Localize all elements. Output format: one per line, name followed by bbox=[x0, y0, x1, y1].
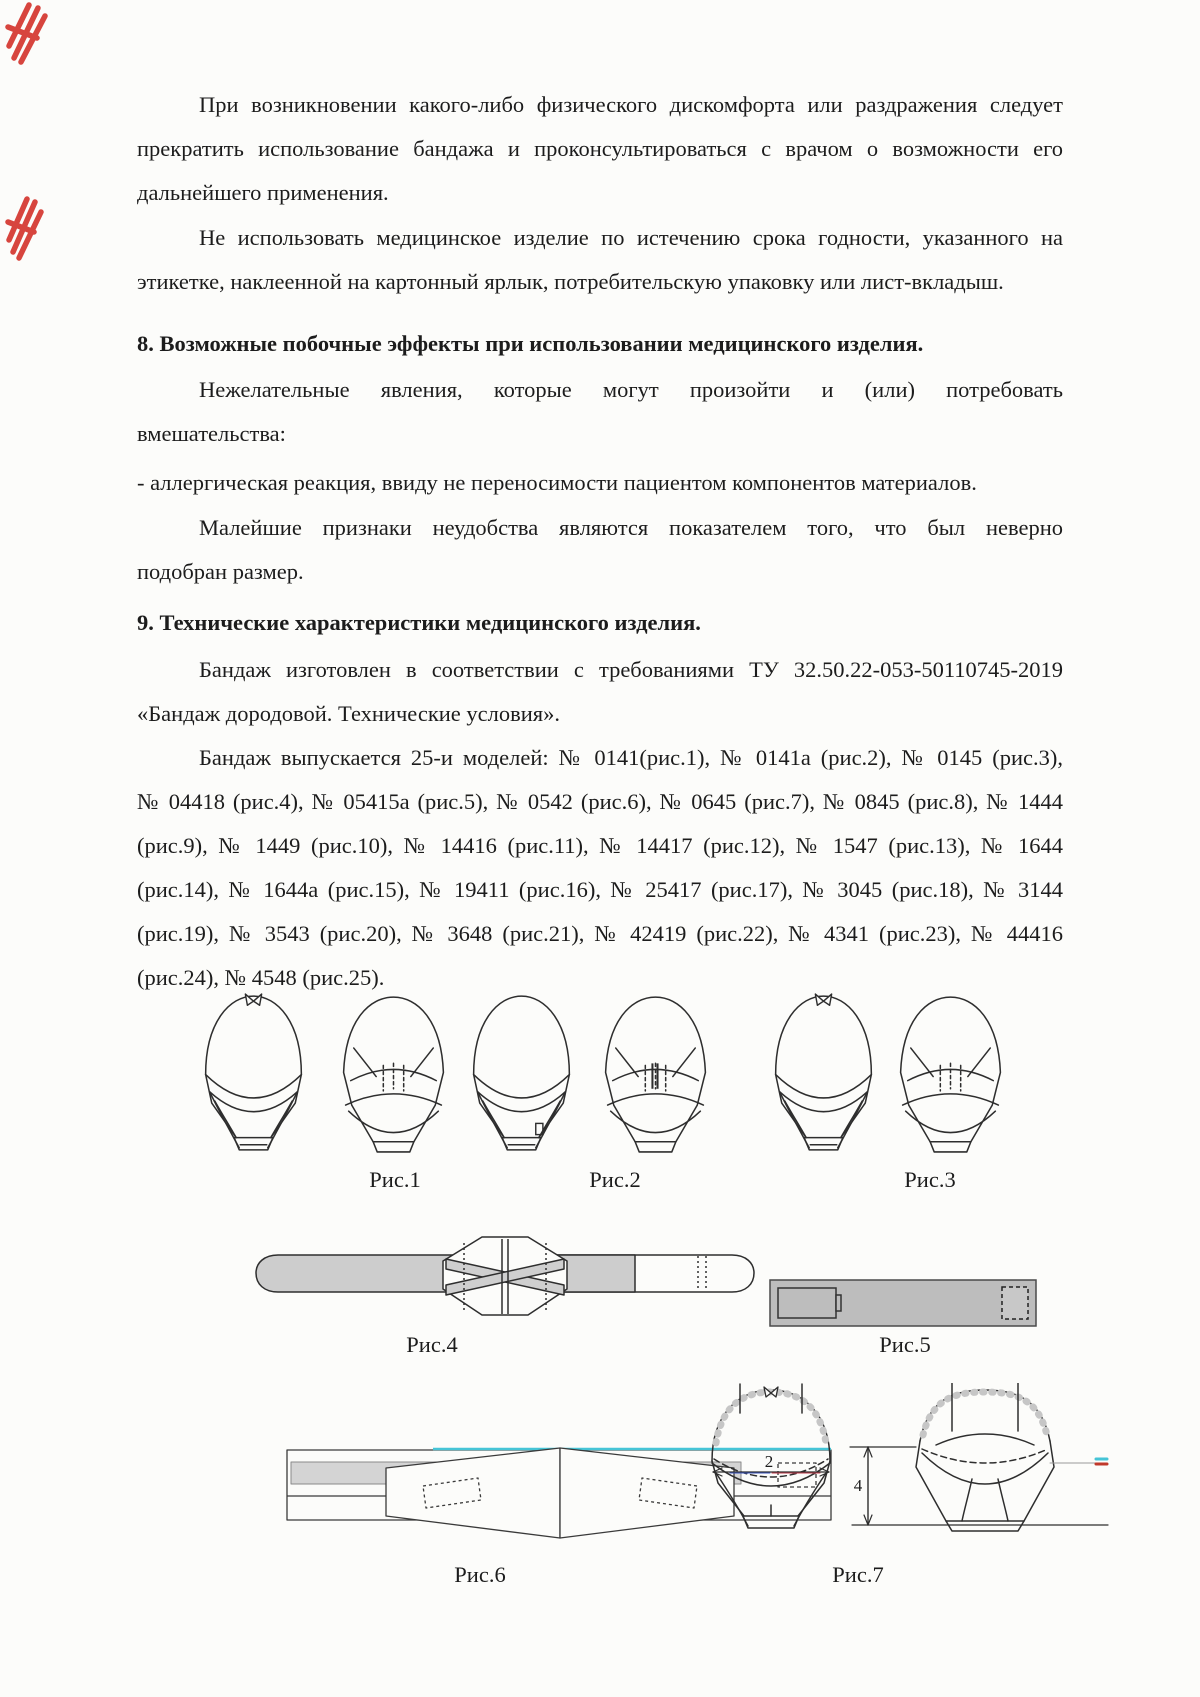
figure-2-back-drawing bbox=[598, 991, 713, 1156]
paragraph-line: дальнейшего применения. bbox=[137, 180, 389, 205]
paragraph-line: (рис.24), № 4548 (рис.25). bbox=[137, 965, 385, 990]
section-9-paragraph-1 bbox=[137, 648, 1063, 736]
section-9-heading bbox=[137, 601, 1063, 645]
figure-2-front-drawing bbox=[464, 991, 579, 1156]
paragraph-line: прекратить использование бандажа и проконсультироваться с врачом о возможности его bbox=[137, 136, 1063, 161]
section-9-models-paragraph bbox=[137, 736, 1063, 1000]
paragraph-line: вмешательства: bbox=[137, 421, 286, 446]
section-8-list-item bbox=[137, 461, 1063, 505]
section-8-heading bbox=[137, 322, 1063, 366]
dimension-label-width: 2 bbox=[764, 1452, 774, 1471]
heading-text: 9. Технические характеристики медицинского изделия. bbox=[137, 610, 701, 635]
paragraph-line: (рис.14), № 1644а (рис.15), № 19411 (рис.16), № 25417 (рис.17), № 3045 (рис.18), № 3144 bbox=[137, 877, 1063, 902]
red-pen-mark-second bbox=[8, 199, 41, 258]
figure-caption-2: Рис.2 bbox=[589, 1167, 641, 1192]
paragraph-expiry bbox=[137, 216, 1063, 304]
figure-1-back-drawing bbox=[336, 991, 451, 1156]
figure-caption-3: Рис.3 bbox=[904, 1167, 956, 1192]
paragraph-line: При возникновении какого-либо физического дискомфорта или раздражения следует bbox=[199, 92, 1063, 117]
paragraph-line: Бандаж выпускается 25-и моделей: № 0141(рис.1), № 0141а (рис.2), № 0145 (рис.3), bbox=[199, 745, 1063, 770]
red-pen-marks bbox=[0, 0, 60, 280]
paragraph-discomfort bbox=[137, 83, 1063, 215]
section-8-paragraph-1 bbox=[137, 368, 1063, 456]
figure-7-dimensioned-drawing bbox=[700, 1383, 1130, 1538]
section-8-paragraph-2 bbox=[137, 506, 1063, 594]
figure-4-belt-drawing bbox=[250, 1227, 760, 1327]
paragraph-line: (рис.9), № 1449 (рис.10), № 14416 (рис.11), № 14417 (рис.12), № 1547 (рис.13), № 1644 bbox=[137, 833, 1063, 858]
paragraph-line: Не использовать медицинское изделие по истечению срока годности, указанного на bbox=[199, 225, 1063, 250]
paragraph-line: «Бандаж дородовой. Технические условия». bbox=[137, 701, 561, 726]
figure-caption-7: Рис.7 bbox=[832, 1562, 884, 1587]
figure-caption-1: Рис.1 bbox=[369, 1167, 421, 1192]
figure-3-back-drawing bbox=[893, 991, 1008, 1156]
figure-caption-4: Рис.4 bbox=[406, 1332, 458, 1357]
red-pen-mark-top bbox=[8, 5, 45, 62]
paragraph-line: подобран размер. bbox=[137, 559, 304, 584]
paragraph-line: Малейшие признаки неудобства являются показателем того, что был неверно bbox=[199, 515, 1063, 540]
paragraph-line: этикетке, наклеенной на картонный ярлык, потребительскую упаковку или лист-вкладыш. bbox=[137, 269, 1004, 294]
figure-5-strip-drawing bbox=[768, 1276, 1040, 1330]
paragraph-line: (рис.19), № 3543 (рис.20), № 3648 (рис.21), № 42419 (рис.22), № 4341 (рис.23), № 44416 bbox=[137, 921, 1063, 946]
heading-text: 8. Возможные побочные эффекты при использовании медицинского изделия. bbox=[137, 331, 924, 356]
paragraph-line: - аллергическая реакция, ввиду не переносимости пациентом компонентов материалов. bbox=[137, 470, 977, 495]
figure-3-front-drawing bbox=[766, 991, 881, 1156]
figure-1-front-drawing bbox=[196, 991, 311, 1156]
paragraph-line: Нежелательные явления, которые могут произойти и (или) потребовать bbox=[199, 377, 1063, 402]
paragraph-line: Бандаж изготовлен в соответствии с требованиями ТУ 32.50.22-053-50110745-2019 bbox=[199, 657, 1063, 682]
dimension-label-height: 4 bbox=[853, 1476, 863, 1495]
paragraph-line: № 04418 (рис.4), № 05415а (рис.5), № 0542 (рис.6), № 0645 (рис.7), № 0845 (рис.8), № 1444 bbox=[137, 789, 1063, 814]
figure-caption-5: Рис.5 bbox=[879, 1332, 931, 1357]
figure-caption-6: Рис.6 bbox=[454, 1562, 506, 1587]
